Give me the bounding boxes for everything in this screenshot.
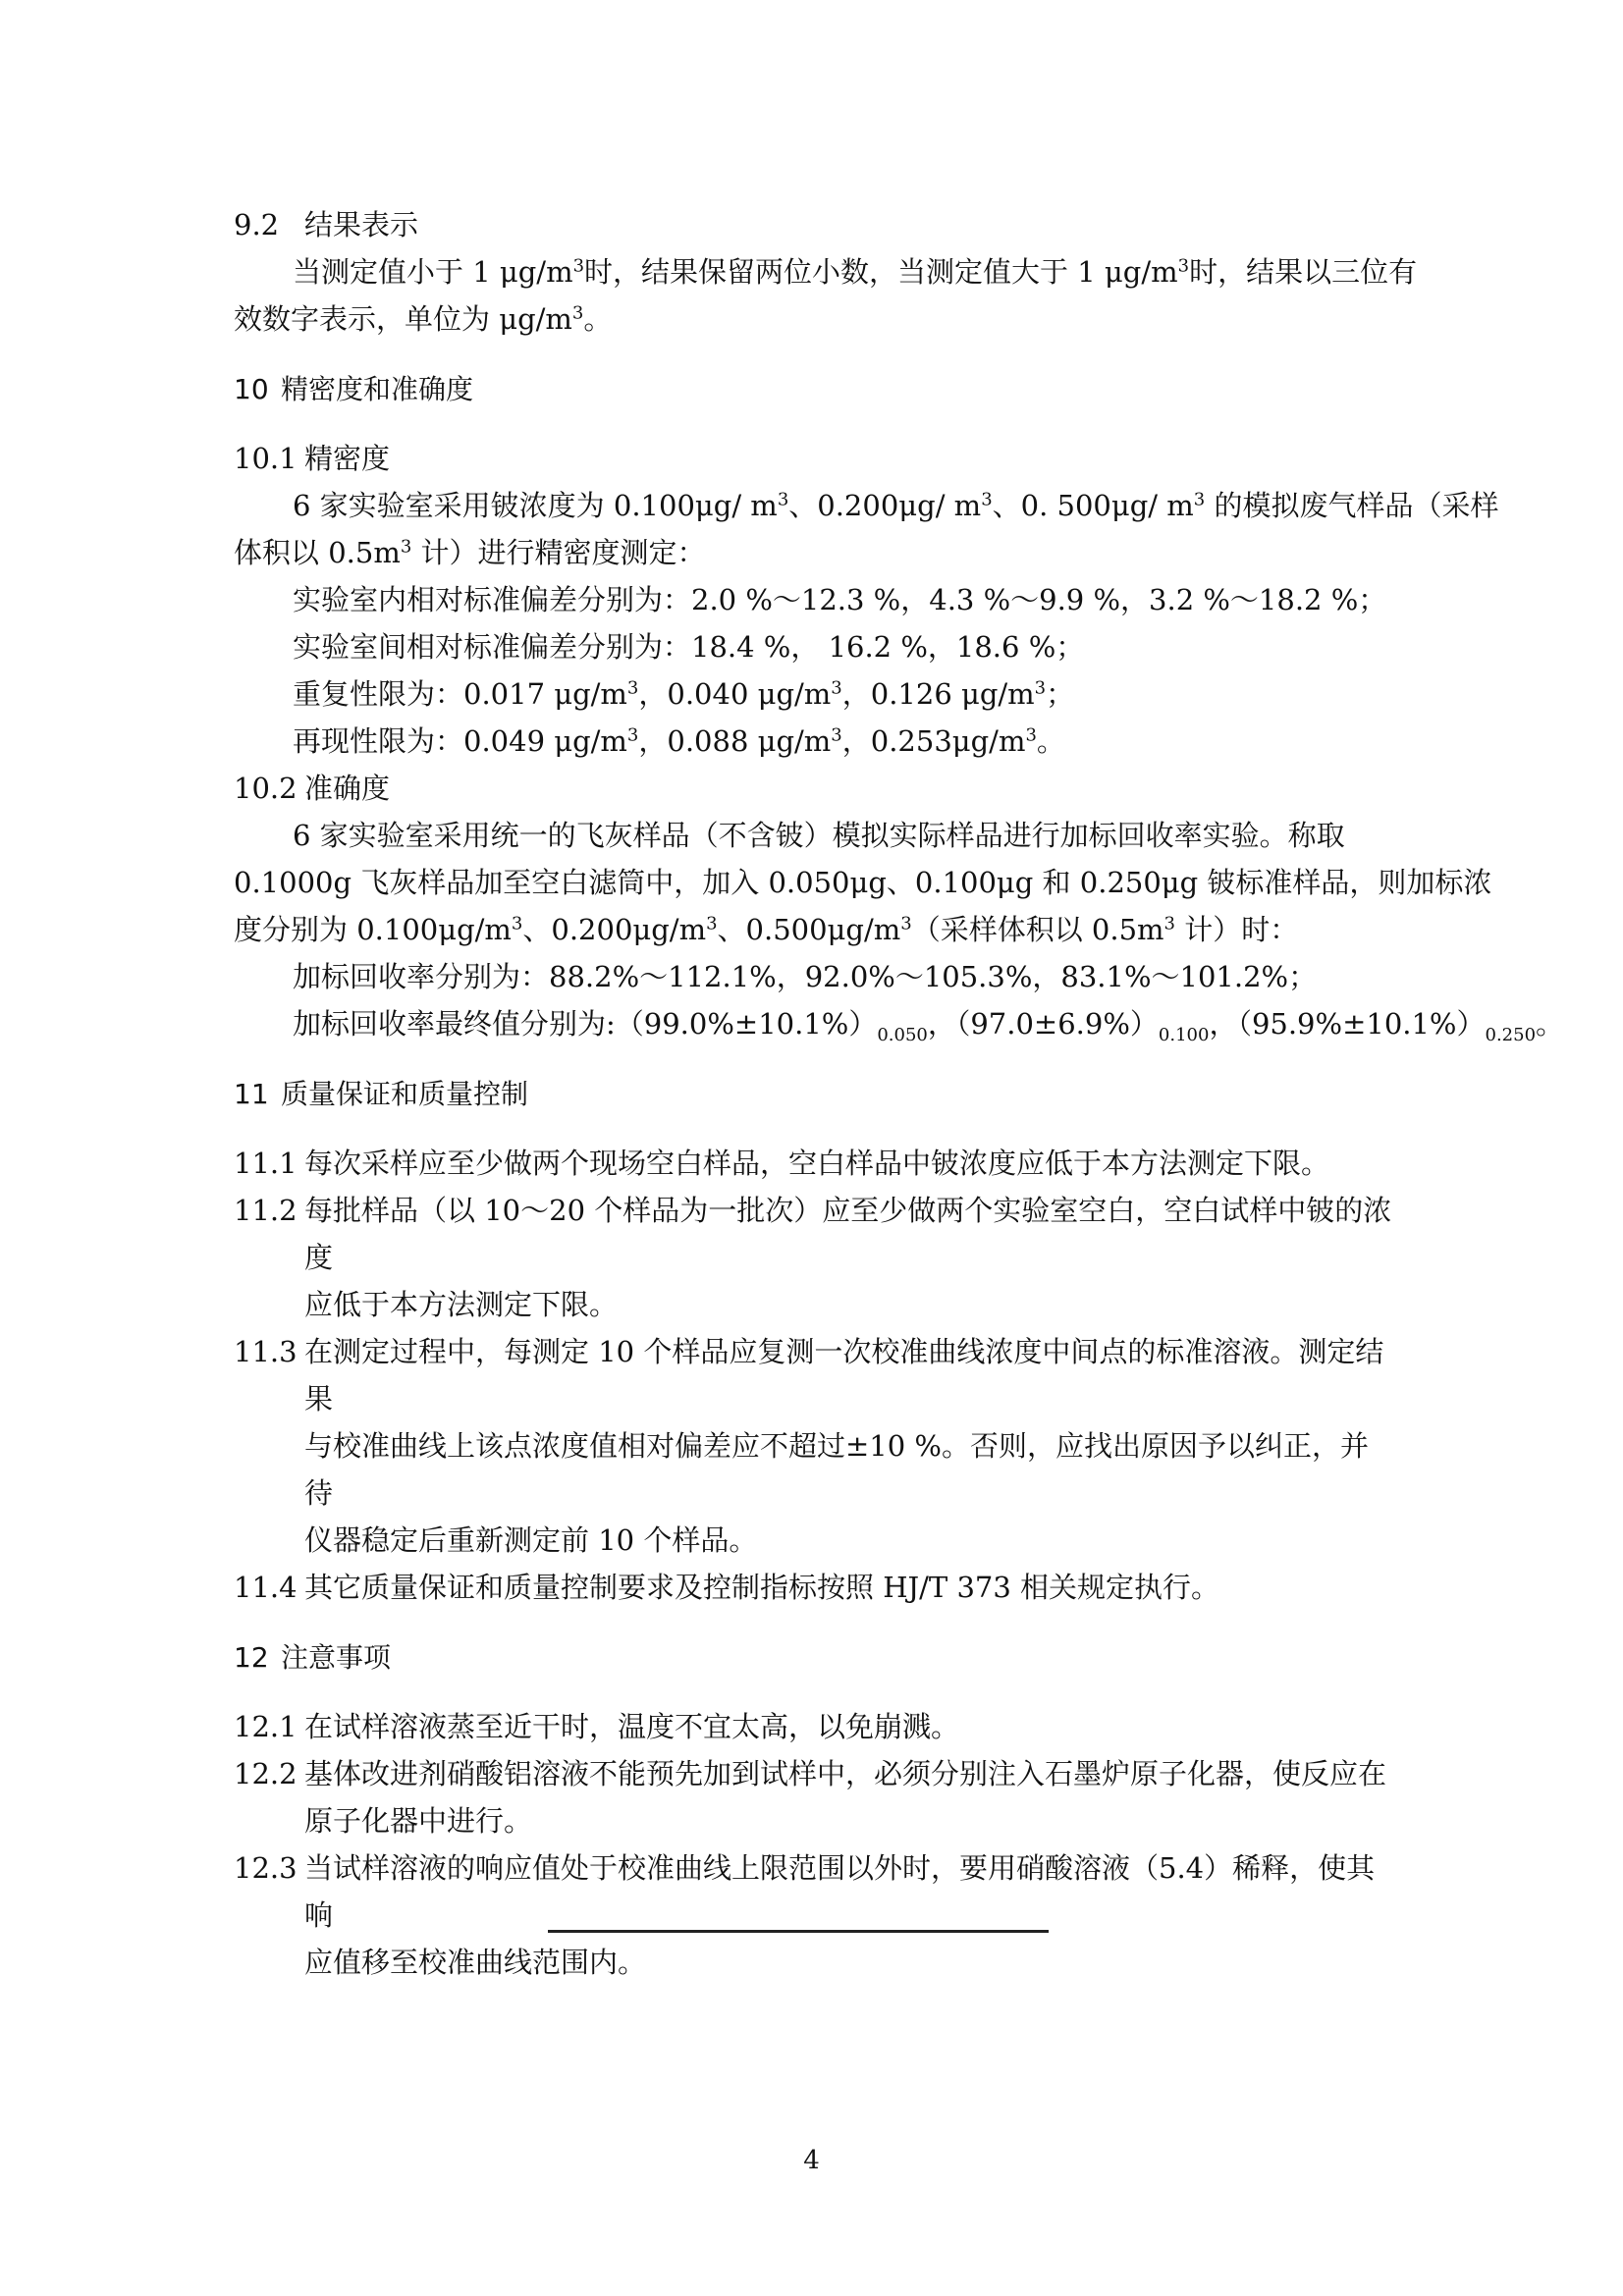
section-number: 11 (234, 1078, 269, 1110)
paragraph-line: 0.1000g 飞灰样品加至空白滤筒中，加入 0.050μg、0.100μg 和 0.250μg 铍标准样品，则加标浓 (234, 866, 1492, 899)
paragraph-line: 重复性限为：0.017 $\mu g/m^3$，0.040 $\mu g/m^3$，0.126 $\mu g/m^3$； (293, 677, 1075, 711)
list-item: 11.1 每次采样应至少做两个现场空白样品，空白样品中铍浓度应低于本方法测定下限。 (234, 1147, 1330, 1180)
paragraph-line: 6 家实验室采用统一的飞灰样品（不含铍）模拟实际样品进行加标回收率实验。称取 (293, 819, 1345, 852)
paragraph-line: 加标回收率最终值分别为$:(99.0\%\pm 10.1\%)_{0.050}$，$(97.0\pm 6.9\%)_{0.100}$，$(95.9\%\pm 10.1\%)_{0.250}$。 (293, 1007, 1565, 1045)
page-number: 4 (803, 2146, 820, 2175)
paragraph-line: 实验室内相对标准偏差分别为：2.0 %～12.3 %，4.3 %～9.9 %，3.2 %～18.2 %； (293, 583, 1387, 616)
section-title: 精密度 (304, 442, 391, 475)
section-number: 9.2 (234, 208, 280, 241)
end-of-text-rule (548, 1930, 1049, 1933)
section-heading-12 (234, 1634, 1394, 1682)
section-number: 10.1 (234, 442, 298, 475)
section-12-items (234, 1703, 1394, 1986)
section-11-items (234, 1140, 1394, 1611)
list-item: 12.2 基体改进剂硝酸铝溶液不能预先加到试样中，必须分别注入石墨炉原子化器，使反应在 原子化器中进行。 (234, 1757, 1387, 1838)
section-number: 10 (234, 373, 269, 405)
paragraph-line: 当测定值小于 1 $\mu g/m^3$时，结果保留两位小数，当测定值大于 1 $\mu g/m^3$时，结果以三位有 (293, 255, 1418, 289)
section-heading-11 (234, 1071, 1394, 1118)
section-heading-10 (234, 366, 1394, 413)
section-heading-10-1 (234, 435, 1394, 482)
paragraph-line: 体积以 $0.5m^3$ 计）进行精密度测定： (234, 536, 706, 569)
paragraph-line: 加标回收率分别为：88.2%～112.1%，92.0%～105.3%，83.1%～101.2%； (293, 960, 1318, 993)
section-title: 质量保证和质量控制 (281, 1078, 529, 1110)
page-content (234, 201, 1565, 1986)
paragraph-line: 再现性限为：0.049 $\mu g/m^3$，0.088 $\mu g/m^3$，$0.253\mu g/m^3$。 (293, 724, 1065, 758)
list-item: 11.2 每批样品（以 10～20 个样品为一批次）应至少做两个实验室空白，空白试样中铍的浓度 应低于本方法测定下限。 (234, 1194, 1392, 1321)
section-heading-9-2 (234, 201, 1394, 248)
section-number: 12 (234, 1641, 269, 1674)
section-title: 精密度和准确度 (281, 373, 474, 405)
section-title: 注意事项 (281, 1641, 392, 1674)
list-item: 12.3 当试样溶液的响应值处于校准曲线上限范围以外时，要用硝酸溶液（5.4）稀释，使其响 应值移至校准曲线范围内。 (234, 1851, 1376, 1979)
section-heading-10-2 (234, 765, 1394, 812)
paragraph-line: 效数字表示，单位为 $\mu g/m^3$。 (234, 302, 613, 336)
list-item: 11.3 在测定过程中，每测定 10 个样品应复测一次校准曲线浓度中间点的标准溶液。测定结果 与校准曲线上该点浓度值相对偏差应不超过±10 %。否则，应找出原因予以纠正，并待 仪器稳定后重新测定前 10 个样品。 (234, 1335, 1384, 1557)
list-item: 11.4 其它质量保证和质量控制要求及控制指标按照 HJ/T 373 相关规定执行。 (234, 1571, 1220, 1604)
paragraph-line: 度分别为 $0.100\mu g/m^3$、$0.200\mu g/m^3$、$0.500\mu g/m^3$（采样体积以 $0.5m^3$ 计）时： (234, 913, 1299, 946)
paragraph-line: 实验室间相对标准偏差分别为：18.4 %， 16.2 %，18.6 %； (293, 630, 1085, 664)
list-item: 12.1 在试样溶液蒸至近干时，温度不宜太高，以免崩溅。 (234, 1710, 960, 1743)
paragraph-line: 6 家实验室采用铍浓度为 0.100μg/ $m^3$、0.200μg/ $m^3$、0. 500μg/ $m^3$ 的模拟废气样品（采样 (293, 489, 1499, 522)
section-title: 结果表示 (304, 208, 419, 241)
section-title: 准确度 (304, 772, 391, 805)
section-number: 10.2 (234, 772, 298, 805)
